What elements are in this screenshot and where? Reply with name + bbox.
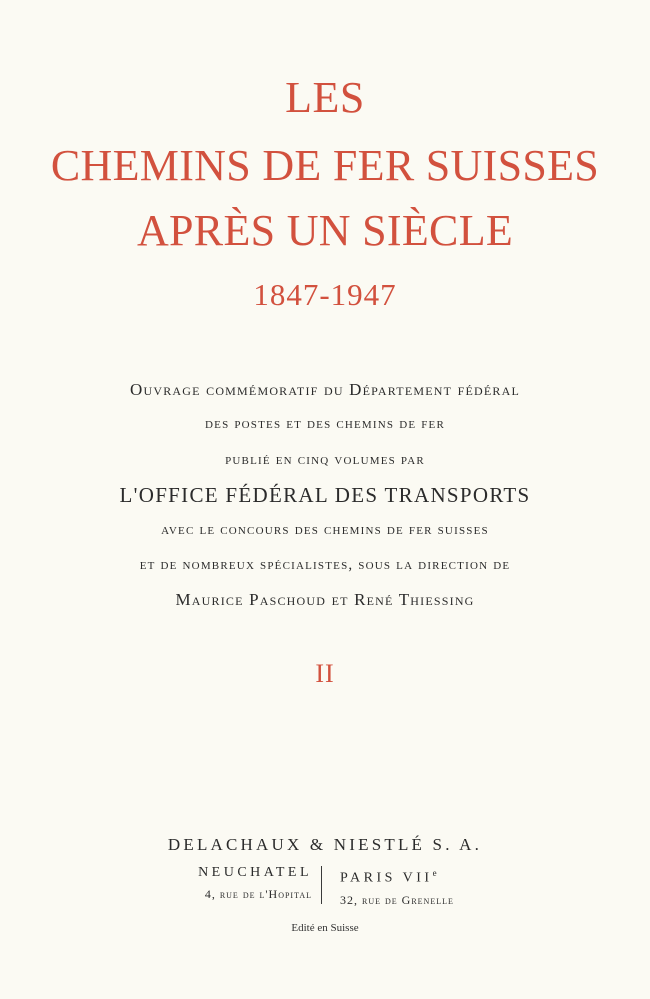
subtitle-directors: Maurice Paschoud et René Thiessing bbox=[175, 590, 475, 609]
title-line-2: CHEMINS DE FER SUISSES bbox=[50, 141, 600, 190]
title-years: 1847-1947 bbox=[253, 277, 397, 312]
subtitle-line-6: et de nombreux spécialistes, sous la direction de bbox=[139, 557, 511, 573]
street-paris: 32, rue de Grenelle bbox=[340, 892, 454, 907]
imprint-note: Edité en Suisse bbox=[291, 922, 359, 934]
title-line-1: LES bbox=[285, 73, 365, 122]
subtitle-line-3: publié en cinq volumes par bbox=[225, 452, 425, 468]
subtitle-line-2: des postes et des chemins de fer bbox=[205, 416, 445, 432]
subtitle-office: L'OFFICE FÉDÉRAL DES TRANSPORTS bbox=[119, 483, 531, 507]
city-paris-superscript: e bbox=[432, 868, 437, 878]
city-paris bbox=[340, 864, 454, 888]
street-neuchatel: 4, rue de l'Hopital bbox=[204, 887, 312, 901]
title-line-3: APRÈS UN SIÈCLE bbox=[136, 206, 514, 255]
address-paris bbox=[340, 864, 454, 909]
address-divider bbox=[321, 866, 322, 904]
subtitle-line-1: Ouvrage commémoratif du Département fédéral bbox=[129, 380, 520, 399]
address-neuchatel bbox=[198, 864, 312, 903]
publisher-name: DELACHAUX & NIESTLÉ S. A. bbox=[167, 835, 483, 854]
publisher-addresses bbox=[0, 864, 650, 908]
city-paris-text: PARIS VII bbox=[340, 870, 433, 886]
subtitle-line-5: avec le concours des chemins de fer suisses bbox=[161, 522, 489, 538]
city-neuchatel: NEUCHATEL bbox=[198, 865, 312, 880]
volume-number: II bbox=[315, 659, 335, 688]
